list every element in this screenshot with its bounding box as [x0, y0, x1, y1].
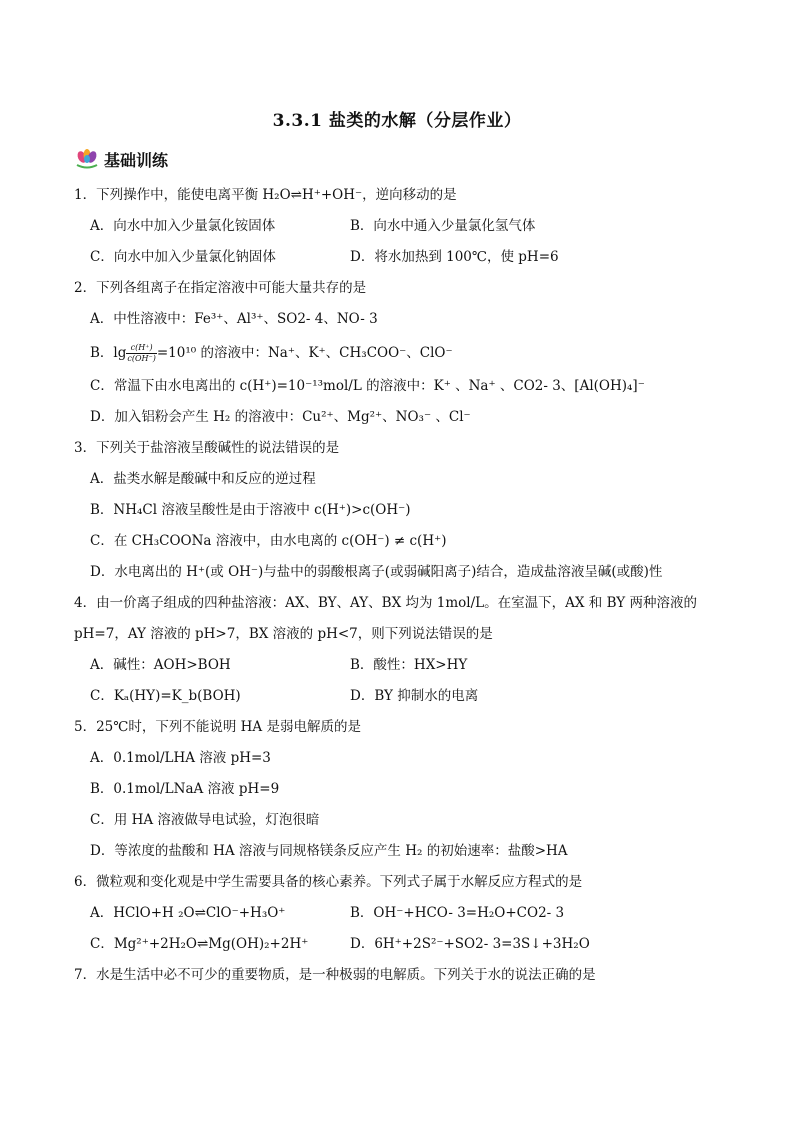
- option-b: B．NH₄Cl 溶液呈酸性是由于溶液中 c(H⁺)>c(OH⁻): [90, 502, 411, 518]
- question-stem: 7．水是生活中必不可少的重要物质，是一种极弱的电解质。下列关于水的说法正确的是: [74, 967, 596, 983]
- option-c: C．Mg²⁺+2H₂O⇌Mg(OH)₂+2H⁺: [90, 936, 309, 952]
- option-a: A．HClO+H ₂O⇌ClO⁻+H₃O⁺: [90, 905, 286, 921]
- option-row: [74, 650, 720, 681]
- option-d: D．将水加热到 100℃，使 pH=6: [350, 249, 559, 265]
- option-row: [74, 898, 720, 929]
- option-b: B．向水中通入少量氯化氢气体: [350, 218, 536, 234]
- page-title: 3.3.1 盐类的水解（分层作业）: [272, 111, 522, 131]
- option-row: [74, 681, 720, 712]
- question-stem: 4．由一价离子组成的四种盐溶液：AX、BY、AY、BX 均为 1mol/L。在室温下，AX 和 BY 两种溶液的pH=7，AY 溶液的 pH>7，BX 溶液的 pH<7，则下列说法错误的是: [74, 595, 697, 642]
- question-list: [74, 180, 720, 991]
- question-stem: 5．25℃时，下列不能说明 HA 是弱电解质的是: [74, 719, 361, 735]
- question-stem: 2．下列各组离子在指定溶液中可能大量共存的是: [74, 280, 367, 296]
- fraction-numerator: c(H⁺): [126, 343, 156, 354]
- question-2: [74, 273, 720, 433]
- option-d: D．6H⁺+2S²⁻+SO2- 3=3S↓+3H₂O: [350, 936, 590, 952]
- option-b: B．OH⁻+HCO- 3=H₂O+CO2- 3: [350, 905, 565, 921]
- section-label: 基础训练: [104, 150, 169, 170]
- option-c: C．常温下由水电离出的 c(H⁺)=10⁻¹³mol/L 的溶液中：K⁺ 、Na⁺ 、CO2- 3、[Al(OH)₄]⁻: [90, 378, 645, 394]
- option-c: C．向水中加入少量氯化钠固体: [90, 249, 276, 265]
- section-header: [74, 146, 168, 172]
- option-a: A．碱性：AOH>BOH: [90, 657, 231, 673]
- question-1: [74, 180, 720, 273]
- fraction-denominator: c(OH⁻): [127, 354, 156, 363]
- flower-logo-icon: [74, 148, 100, 170]
- option-b: B．0.1mol/LNaA 溶液 pH=9: [90, 781, 280, 797]
- option-a: A．0.1mol/LHA 溶液 pH=3: [90, 750, 271, 766]
- question-5: [74, 712, 720, 867]
- option-row: [74, 211, 720, 242]
- option-b: [74, 335, 720, 371]
- question-stem: 1．下列操作中，能使电离平衡 H₂O⇌H⁺+OH⁻，逆向移动的是: [74, 187, 457, 203]
- option-c: C．用 HA 溶液做导电试验，灯泡很暗: [90, 812, 320, 828]
- option-c: C．在 CH₃COONa 溶液中，由水电离的 c(OH⁻) ≠ c(H⁺): [90, 533, 447, 549]
- fraction: [126, 343, 156, 364]
- option-b-prefix: B．lg: [90, 345, 127, 361]
- option-a: A．盐类水解是酸碱中和反应的逆过程: [90, 471, 316, 487]
- option-d: D．BY 抑制水的电离: [350, 688, 479, 704]
- option-c: C．Kₐ(HY)=K_b(BOH): [90, 688, 241, 704]
- question-stem: 3．下列关于盐溶液呈酸碱性的说法错误的是: [74, 440, 340, 456]
- option-d: D．加入铝粉会产生 H₂ 的溶液中：Cu²⁺、Mg²⁺、NO₃⁻ 、Cl⁻: [90, 409, 471, 425]
- option-b-suffix: =10¹⁰ 的溶液中：Na⁺、K⁺、CH₃COO⁻、ClO⁻: [156, 345, 453, 361]
- question-stem: 6．微粒观和变化观是中学生需要具备的核心素养。下列式子属于水解反应方程式的是: [74, 874, 583, 890]
- question-6: [74, 867, 720, 960]
- option-row: [74, 929, 720, 960]
- option-b: B．酸性：HX>HY: [350, 657, 468, 673]
- option-row: [74, 242, 720, 273]
- question-3: [74, 433, 720, 588]
- option-d: D．等浓度的盐酸和 HA 溶液与同规格镁条反应产生 H₂ 的初始速率：盐酸>HA: [90, 843, 568, 859]
- option-a: A．中性溶液中：Fe³⁺、Al³⁺、SO2- 4、NO- 3: [90, 311, 378, 327]
- option-d: D．水电离出的 H⁺(或 OH⁻)与盐中的弱酸根离子(或弱碱阳离子)结合，造成盐溶液呈碱(或酸)性: [90, 564, 663, 580]
- question-7: [74, 960, 720, 991]
- question-4: [74, 588, 720, 712]
- option-a: A．向水中加入少量氯化铵固体: [90, 218, 276, 234]
